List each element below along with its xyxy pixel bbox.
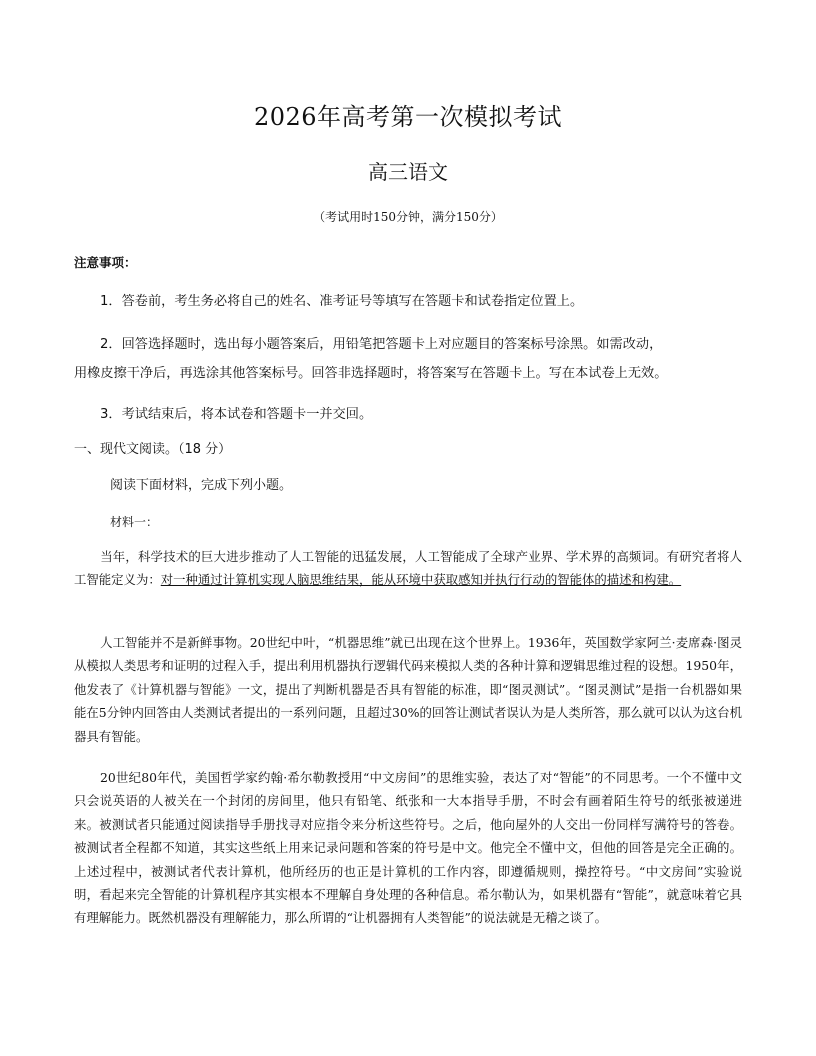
section-heading: 一、现代文阅读。（18 分） [74, 442, 232, 457]
reading-instruction: 阅读下面材料，完成下列小题。 [110, 478, 293, 493]
notice-item-2-line-2: 用橡皮擦干净后，再选涂其他答案标号。回答非选择题时，将答案写在答题卡上。写在本试卷上无效。 [74, 366, 668, 381]
material-label: 材料一： [110, 515, 159, 529]
paragraph-1-intro: 当年，科学技术的巨大进步推动了人工智能的迅猛发展，人工智能成了全球产业界、学术界的高频词。有研究者将人工智能定义为： [74, 549, 742, 588]
notice-item-2-line-1: 2．回答选择题时，选出每小题答案后，用铅笔把答题卡上对应题目的答案标号涂黑。如需改动， [100, 337, 663, 352]
paragraph-2-text: 人工智能并不是新鲜事物。20世纪中叶，“机器思维”就已出现在这个世界上。1936年，英国数学家阿兰·麦席森·图灵从模拟人类思考和证明的过程入手，提出利用机器执行逻辑代码来模拟人类的各种计算和逻辑思维过程的设想。1950年，他发表了《计算机器与智能》一文，提出了判断机器是否具有智能的标准，即“图灵测试”。“图灵测试”是指一台机器如果能在5分钟内回答由人类测试者提出的一系列问题，且超过30%的回答让测试者误认为是人类所答，那么就可以认为这台机器具有智能。 [74, 635, 742, 744]
material-paragraph-1 [74, 545, 742, 592]
exam-title: 2026年高考第一次模拟考试 [253, 103, 563, 131]
material-paragraph-2 [74, 631, 742, 748]
ai-definition-underlined: 对一种通过计算机实现人脑思维结果，能从环境中获取感知并执行行动的智能体的描述和构建。 [160, 572, 682, 588]
subject-title: 高三语文 [368, 160, 448, 184]
exam-duration-info: （考试用时150分钟，满分150分） [313, 210, 503, 224]
paragraph-3-text: 20世纪80年代，美国哲学家约翰·希尔勒教授用“中文房间”的思维实验，表达了对“智能”的不同思考。一个不懂中文只会说英语的人被关在一个封闭的房间里，他只有铅笔、纸张和一大本指导手册，不时会有画着陌生符号的纸张被递进来。被测试者只能通过阅读指导手册找寻对应指令来分析这些符号。之后，他向屋外的人交出一份同样写满符号的答卷。被测试者全程都不知道，其实这些纸上用来记录问题和答案的符号是中文。他完全不懂中文，但他的回答是完全正确的。上述过程中，被测试者代表计算机，他所经历的也正是计算机的工作内容，即遵循规则，操控符号。“中文房间”实验说明，看起来完全智能的计算机程序其实根本不理解自身处理的各种信息。希尔勒认为，如果机器有“智能”，就意味着它具有理解能力。既然机器没有理解能力，那么所谓的“让机器拥有人类智能”的说法就是无稽之谈了。 [74, 770, 742, 926]
notice-item-3: 3．考试结束后，将本试卷和答题卡一并交回。 [100, 407, 373, 422]
notice-heading: 注意事项： [74, 255, 137, 270]
material-paragraph-3 [74, 766, 742, 930]
notice-item-1: 1．答卷前，考生务必将自己的姓名、准考证号等填写在答题卡和试卷指定位置上。 [100, 294, 584, 309]
